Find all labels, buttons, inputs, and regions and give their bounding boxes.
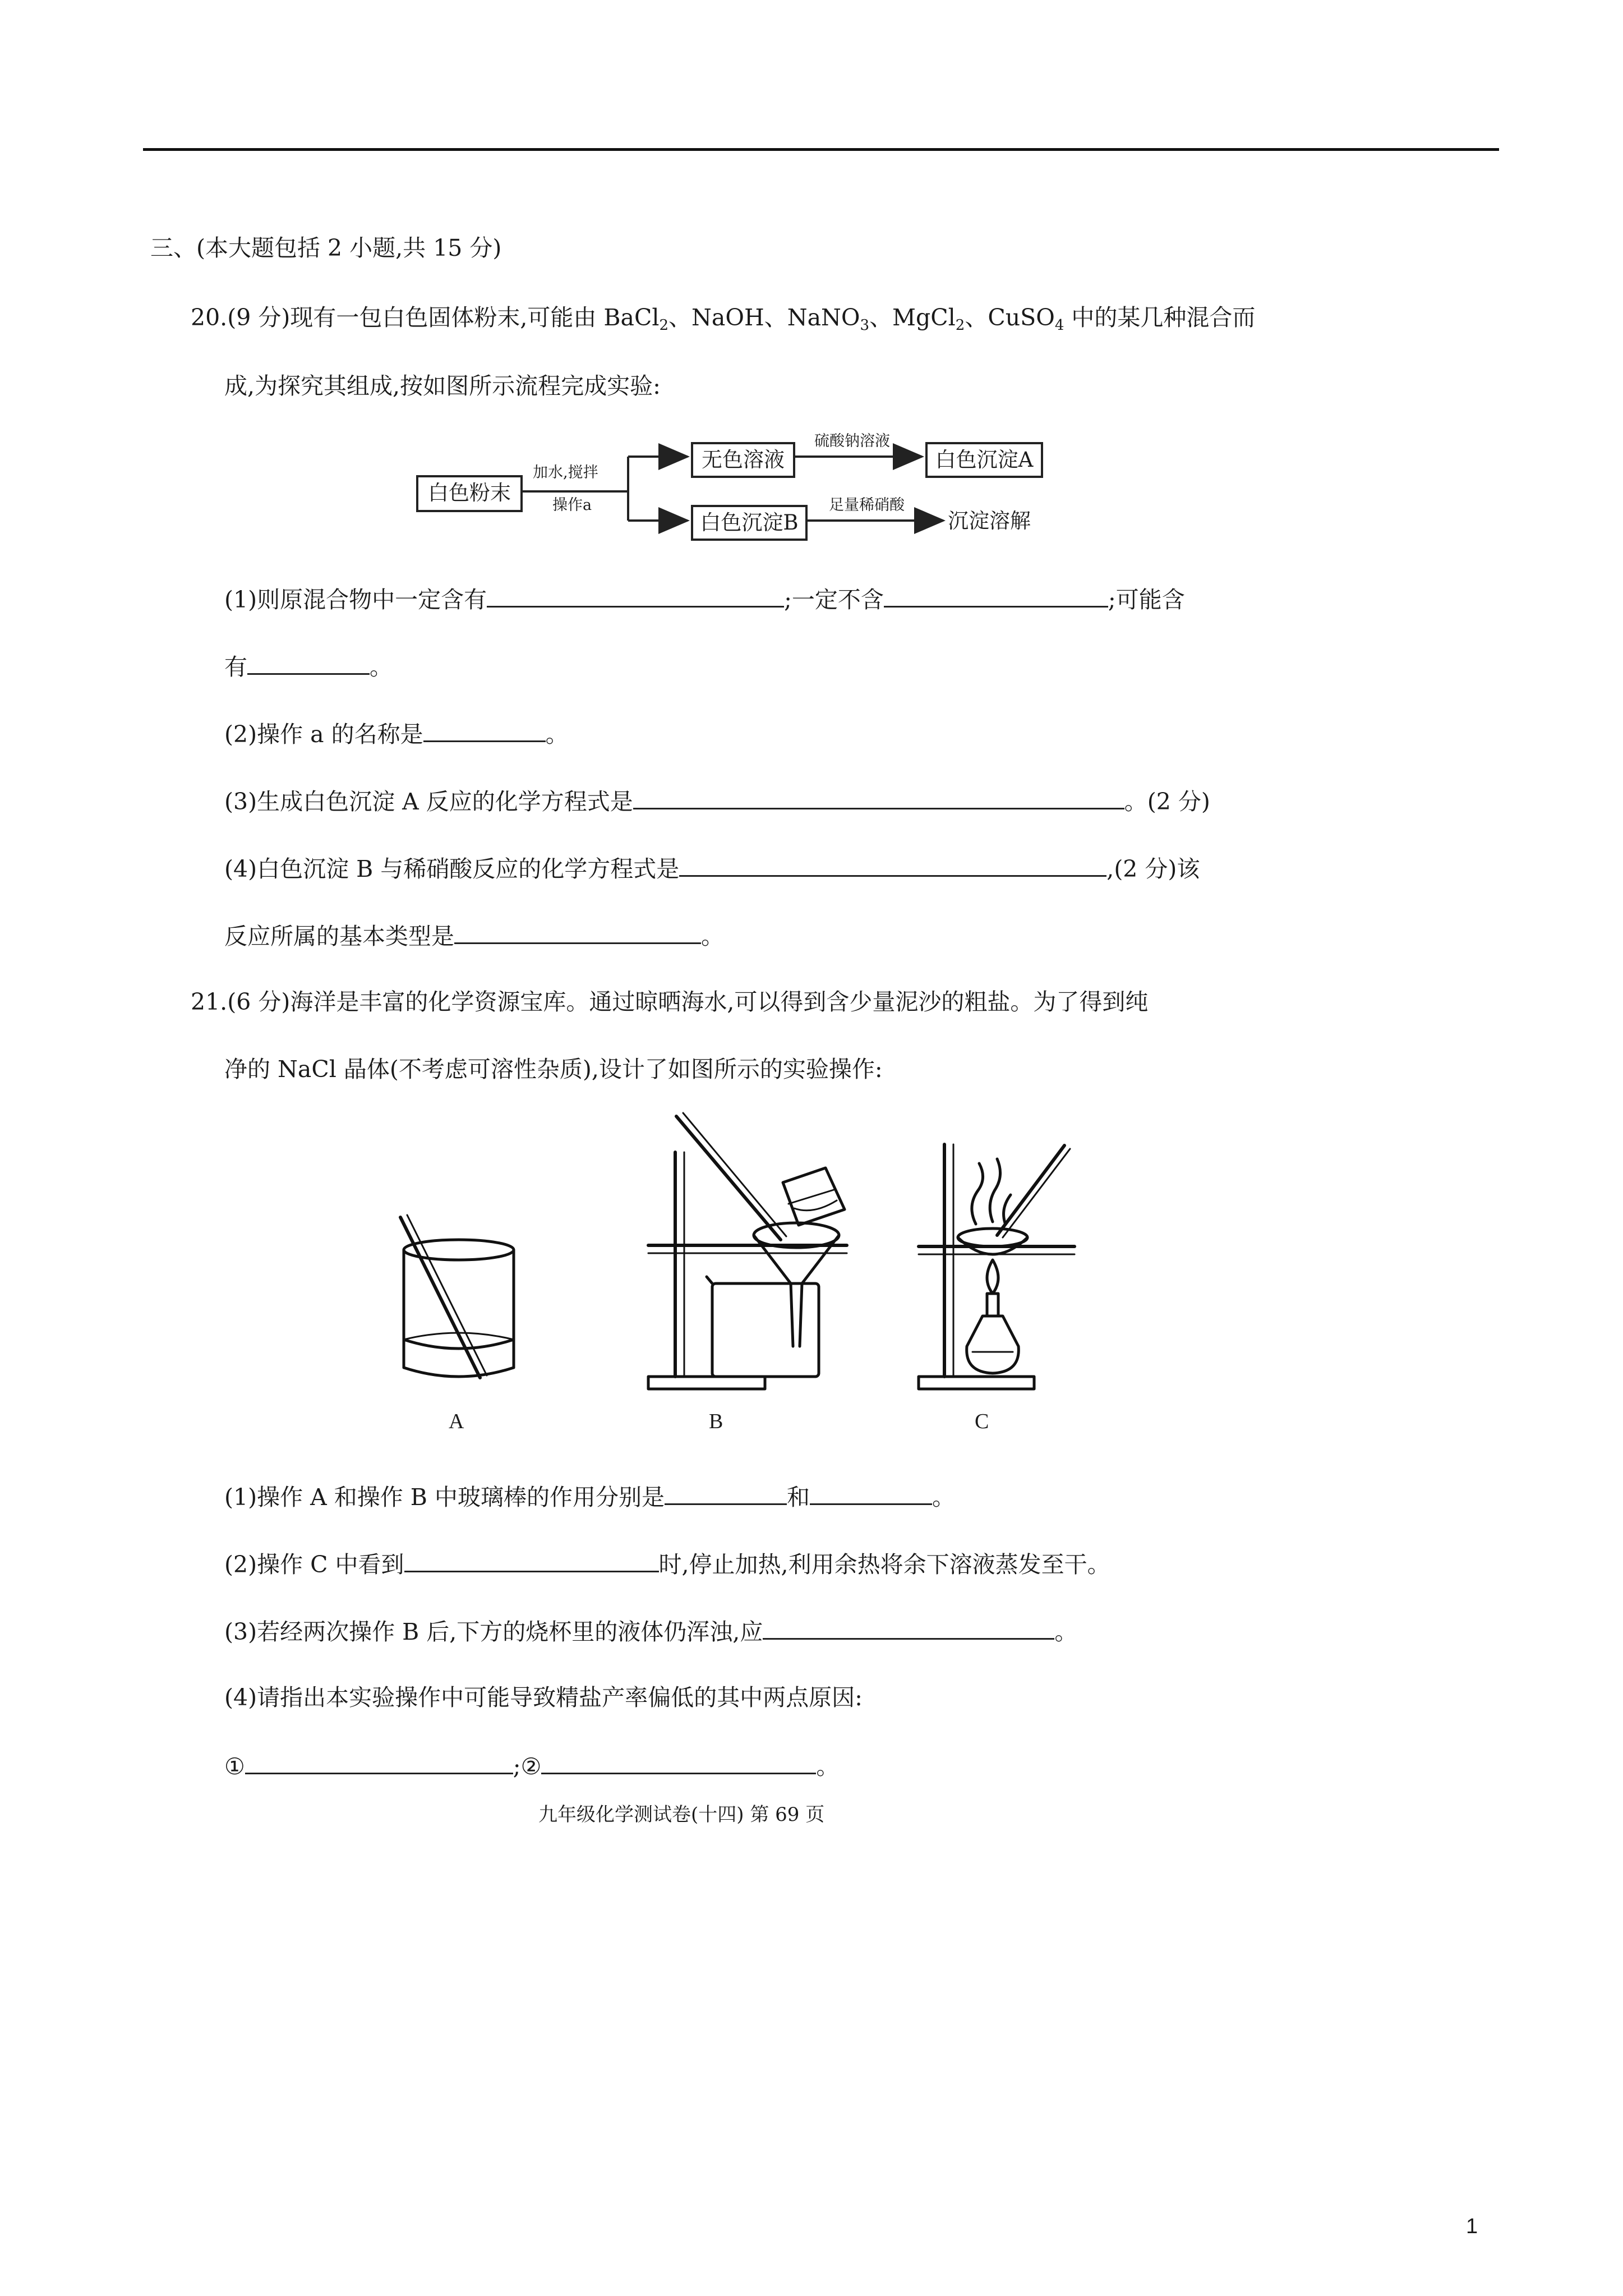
q21-part4-answers: ① ;② 。 <box>224 1748 839 1783</box>
answer-blank[interactable] <box>487 581 784 608</box>
answer-blank[interactable] <box>810 1479 932 1505</box>
answer-blank[interactable] <box>404 1546 659 1572</box>
q20-part1-line2: 有 。 <box>224 648 393 684</box>
page-footer: 九年级化学测试卷(十四) 第 69 页 <box>538 1803 825 1826</box>
beaker-stirring-illustration <box>400 1215 514 1378</box>
q21-stem-line2: 净的 NaCl 晶体(不考虑可溶性杂质),设计了如图所示的实验操作: <box>224 1056 883 1083</box>
q21-part3: (3)若经两次操作 B 后,下方的烧杯里的液体仍浑浊,应 。 <box>224 1613 1077 1649</box>
q20-part3: (3)生成白色沉淀 A 反应的化学方程式是 。(2 分) <box>224 783 1210 818</box>
flow-start-box: 白色粉末 <box>416 475 523 512</box>
answer-blank[interactable] <box>633 783 1124 809</box>
figure-label-a: A <box>449 1410 464 1433</box>
q21-part4: (4)请指出本实验操作中可能导致精盐产率偏低的其中两点原因: <box>224 1684 863 1711</box>
figure-label-b: B <box>709 1410 723 1433</box>
evaporation-illustration <box>919 1144 1075 1389</box>
q20-stem-line1: 20.(9 分)现有一包白色固体粉末,可能由 BaCl$_2$、NaOH、NaNO$_3$、MgCl$_2$、CuSO$_4$ 中的某几种混合而 <box>191 304 1256 334</box>
answer-blank[interactable] <box>245 1748 513 1774</box>
section-title: 三、(本大题包括 2 小题,共 15 分) <box>150 234 502 261</box>
flow-upper-reagent: 硫酸钠溶液 <box>814 432 890 450</box>
answer-blank[interactable] <box>763 1613 1054 1640</box>
q20-stem-line2: 成,为探究其组成,按如图所示流程完成实验: <box>224 372 661 399</box>
answer-blank[interactable] <box>665 1479 787 1505</box>
flow-arrows <box>0 0 1623 617</box>
q20-number: 20. <box>191 304 228 331</box>
flow-upper-result: 白色沉淀A <box>925 442 1043 478</box>
q21-stem-line1: 21.(6 分)海洋是丰富的化学资源宝库。通过晾晒海水,可以得到含少量泥沙的粗盐。为了得到纯 <box>191 988 1149 1015</box>
apparatus-figure <box>381 1105 1133 1419</box>
answer-blank[interactable] <box>541 1748 816 1774</box>
flow-lower-result: 沉淀溶解 <box>948 509 1031 533</box>
flow-lower-box: 白色沉淀B <box>691 505 808 541</box>
q21-part1: (1)操作 A 和操作 B 中玻璃棒的作用分别是 和 。 <box>224 1479 955 1514</box>
q20-part1-line1: (1)则原混合物中一定含有 ;一定不含 ;可能含 <box>224 581 1185 616</box>
answer-blank[interactable] <box>454 918 701 944</box>
q20-part4-line2: 反应所属的基本类型是 。 <box>224 918 724 953</box>
q20-part2: (2)操作 a 的名称是 。 <box>224 716 569 751</box>
answer-blank[interactable] <box>679 850 1106 877</box>
figure-label-c: C <box>975 1410 989 1433</box>
flow-upper-box: 无色溶液 <box>691 442 795 478</box>
answer-blank[interactable] <box>884 581 1108 608</box>
answer-blank[interactable] <box>247 648 370 675</box>
q20-part4-line1: (4)白色沉淀 B 与稀硝酸反应的化学方程式是 ,(2 分)该 <box>224 850 1200 886</box>
page-number: 1 <box>1466 2215 1478 2238</box>
flow-op-label-2: 操作a <box>552 496 592 514</box>
flow-op-label-1: 加水,搅拌 <box>533 464 598 481</box>
flow-lower-reagent: 足量稀硝酸 <box>829 496 905 514</box>
q21-number: 21. <box>191 988 228 1015</box>
filtration-illustration <box>648 1113 847 1389</box>
q21-part2: (2)操作 C 中看到 时,停止加热,利用余热将余下溶液蒸发至干。 <box>224 1546 1110 1581</box>
answer-blank[interactable] <box>423 716 546 742</box>
